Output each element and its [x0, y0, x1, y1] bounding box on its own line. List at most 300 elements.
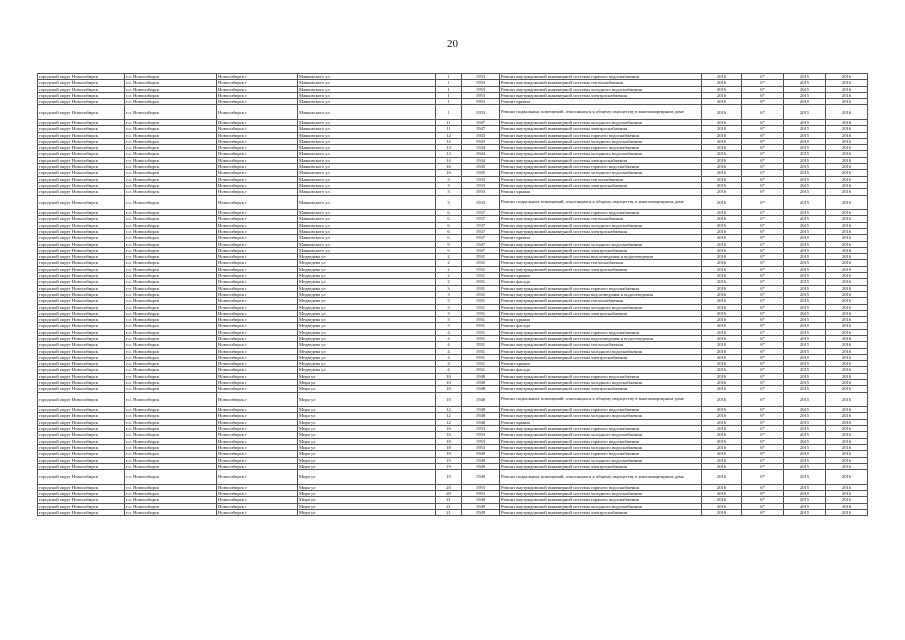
street-cell: Медведева ул: [298, 342, 436, 348]
municipality-cell: г.о. Новосибирск: [125, 407, 217, 413]
end-year-cell: 2016: [826, 457, 868, 463]
end-year-cell: 2016: [826, 285, 868, 291]
start-year-cell: 2015: [784, 463, 826, 469]
end-year-cell: 2016: [826, 470, 868, 485]
street-cell: Мира ул: [298, 380, 436, 386]
end-year-cell: 2016: [826, 273, 868, 279]
district-cell: городской округ Новосибирск: [38, 210, 125, 216]
work-type-cell: Ремонт внутридомовой инженерной системы холодного водоснабжения: [500, 490, 702, 496]
city-cell: Новосибирск г: [217, 86, 298, 92]
street-cell: Маяковского ул: [298, 86, 436, 92]
district-cell: городской округ Новосибирск: [38, 279, 125, 285]
municipality-cell: г.о. Новосибирск: [125, 266, 217, 272]
build-year-cell: 1931: [462, 273, 500, 279]
plan-year-cell: 2016: [702, 386, 742, 392]
municipality-cell: г.о. Новосибирск: [125, 348, 217, 354]
work-type-cell: Ремонт внутридомовой инженерной системы электроснабжения: [500, 310, 702, 316]
term-cell: 6*: [742, 413, 784, 419]
start-year-cell: 2015: [784, 235, 826, 241]
district-cell: городской округ Новосибирск: [38, 497, 125, 503]
build-year-cell: 1948: [462, 392, 500, 407]
work-type-cell: Ремонт внутридомовой инженерной системы горячего водоснабжения: [500, 285, 702, 291]
street-cell: Маяковского ул: [298, 176, 436, 182]
term-cell: 6*: [742, 407, 784, 413]
municipality-cell: г.о. Новосибирск: [125, 298, 217, 304]
plan-year-cell: 2016: [702, 92, 742, 98]
end-year-cell: 2016: [826, 304, 868, 310]
street-cell: Мира ул: [298, 457, 436, 463]
house-number-cell: 12: [436, 132, 462, 138]
street-cell: Мира ул: [298, 386, 436, 392]
term-cell: 6*: [742, 273, 784, 279]
municipality-cell: г.о. Новосибирск: [125, 490, 217, 496]
city-cell: Новосибирск г: [217, 386, 298, 392]
plan-year-cell: 2016: [702, 497, 742, 503]
term-cell: 6*: [742, 247, 784, 253]
municipality-cell: г.о. Новосибирск: [125, 329, 217, 335]
work-type-cell: Ремонт внутридомовой инженерной системы электроснабжения: [500, 266, 702, 272]
end-year-cell: 2016: [826, 119, 868, 125]
city-cell: Новосибирск г: [217, 438, 298, 444]
plan-year-cell: 2016: [702, 241, 742, 247]
district-cell: городской округ Новосибирск: [38, 182, 125, 188]
house-number-cell: 19: [436, 463, 462, 469]
start-year-cell: 2015: [784, 164, 826, 170]
table-row: [38, 392, 868, 407]
work-type-cell: Ремонт внутридомовой инженерной системы горячего водоснабжения: [500, 407, 702, 413]
end-year-cell: 2016: [826, 490, 868, 496]
plan-year-cell: 2016: [702, 132, 742, 138]
term-cell: 6*: [742, 484, 784, 490]
city-cell: Новосибирск г: [217, 457, 298, 463]
plan-year-cell: 2016: [702, 457, 742, 463]
start-year-cell: 2015: [784, 367, 826, 373]
city-cell: Новосибирск г: [217, 490, 298, 496]
build-year-cell: 1931: [462, 342, 500, 348]
district-cell: городской округ Новосибирск: [38, 317, 125, 323]
street-cell: Маяковского ул: [298, 216, 436, 222]
district-cell: городской округ Новосибирск: [38, 354, 125, 360]
term-cell: 6*: [742, 241, 784, 247]
build-year-cell: 1948: [462, 407, 500, 413]
plan-year-cell: 2016: [702, 438, 742, 444]
build-year-cell: 1944: [462, 151, 500, 157]
term-cell: 6*: [742, 367, 784, 373]
street-cell: Мира ул: [298, 490, 436, 496]
build-year-cell: 1931: [462, 354, 500, 360]
term-cell: 6*: [742, 164, 784, 170]
start-year-cell: 2015: [784, 266, 826, 272]
municipality-cell: г.о. Новосибирск: [125, 509, 217, 515]
plan-year-cell: 2016: [702, 119, 742, 125]
city-cell: Новосибирск г: [217, 285, 298, 291]
city-cell: Новосибирск г: [217, 279, 298, 285]
house-number-cell: 4: [436, 361, 462, 367]
build-year-cell: 1953: [462, 438, 500, 444]
district-cell: городской округ Новосибирск: [38, 273, 125, 279]
table-row: [38, 105, 868, 120]
district-cell: городской округ Новосибирск: [38, 151, 125, 157]
work-type-cell: Ремонт внутридомовой инженерной системы электроснабжения: [500, 182, 702, 188]
street-cell: Маяковского ул: [298, 241, 436, 247]
house-number-cell: 3: [436, 291, 462, 297]
term-cell: 6*: [742, 490, 784, 496]
house-number-cell: 2: [436, 254, 462, 260]
plan-year-cell: 2016: [702, 189, 742, 195]
plan-year-cell: 2016: [702, 105, 742, 120]
municipality-cell: г.о. Новосибирск: [125, 373, 217, 379]
end-year-cell: 2016: [826, 329, 868, 335]
house-number-cell: 14: [436, 151, 462, 157]
municipality-cell: г.о. Новосибирск: [125, 260, 217, 266]
term-cell: 6*: [742, 298, 784, 304]
street-cell: Мира ул: [298, 463, 436, 469]
start-year-cell: 2015: [784, 176, 826, 182]
plan-year-cell: 2016: [702, 432, 742, 438]
district-cell: городской округ Новосибирск: [38, 189, 125, 195]
plan-year-cell: 2016: [702, 361, 742, 367]
street-cell: Мира ул: [298, 373, 436, 379]
end-year-cell: 2016: [826, 444, 868, 450]
street-cell: Медведева ул: [298, 323, 436, 329]
repair-schedule-table: [37, 73, 868, 516]
end-year-cell: 2016: [826, 132, 868, 138]
house-number-cell: 21: [436, 509, 462, 515]
end-year-cell: 2016: [826, 380, 868, 386]
district-cell: городской округ Новосибирск: [38, 157, 125, 163]
street-cell: Маяковского ул: [298, 132, 436, 138]
plan-year-cell: 2016: [702, 260, 742, 266]
start-year-cell: 2015: [784, 132, 826, 138]
district-cell: городской округ Новосибирск: [38, 170, 125, 176]
build-year-cell: 1931: [462, 260, 500, 266]
build-year-cell: 1949: [462, 503, 500, 509]
start-year-cell: 2015: [784, 119, 826, 125]
municipality-cell: г.о. Новосибирск: [125, 291, 217, 297]
build-year-cell: 1933: [462, 176, 500, 182]
city-cell: Новосибирск г: [217, 463, 298, 469]
start-year-cell: 2015: [784, 457, 826, 463]
street-cell: Маяковского ул: [298, 164, 436, 170]
municipality-cell: г.о. Новосибирск: [125, 176, 217, 182]
municipality-cell: г.о. Новосибирск: [125, 247, 217, 253]
district-cell: городской округ Новосибирск: [38, 80, 125, 86]
start-year-cell: 2015: [784, 92, 826, 98]
work-type-cell: Ремонт фасада: [500, 279, 702, 285]
start-year-cell: 2015: [784, 105, 826, 120]
house-number-cell: 4: [436, 335, 462, 341]
house-number-cell: 1: [436, 74, 462, 80]
end-year-cell: 2016: [826, 310, 868, 316]
start-year-cell: 2015: [784, 342, 826, 348]
start-year-cell: 2015: [784, 145, 826, 151]
city-cell: Новосибирск г: [217, 189, 298, 195]
term-cell: 6*: [742, 419, 784, 425]
end-year-cell: 2016: [826, 432, 868, 438]
end-year-cell: 2016: [826, 335, 868, 341]
work-type-cell: Ремонт внутридомовой инженерной системы горячего водоснабжения: [500, 145, 702, 151]
house-number-cell: 20: [436, 490, 462, 496]
start-year-cell: 2015: [784, 298, 826, 304]
start-year-cell: 2015: [784, 503, 826, 509]
district-cell: городской округ Новосибирск: [38, 470, 125, 485]
city-cell: Новосибирск г: [217, 451, 298, 457]
term-cell: 6*: [742, 444, 784, 450]
house-number-cell: 11: [436, 126, 462, 132]
start-year-cell: 2015: [784, 509, 826, 515]
end-year-cell: 2016: [826, 373, 868, 379]
plan-year-cell: 2016: [702, 373, 742, 379]
build-year-cell: 1931: [462, 285, 500, 291]
table-row: [38, 470, 868, 485]
build-year-cell: 1937: [462, 235, 500, 241]
build-year-cell: 1931: [462, 317, 500, 323]
municipality-cell: г.о. Новосибирск: [125, 210, 217, 216]
start-year-cell: 2015: [784, 260, 826, 266]
term-cell: 6*: [742, 145, 784, 151]
city-cell: Новосибирск г: [217, 99, 298, 105]
district-cell: городской округ Новосибирск: [38, 484, 125, 490]
start-year-cell: 2015: [784, 354, 826, 360]
street-cell: Маяковского ул: [298, 182, 436, 188]
work-type-cell: Ремонт внутридомовой инженерной системы электроснабжения: [500, 386, 702, 392]
municipality-cell: г.о. Новосибирск: [125, 367, 217, 373]
municipality-cell: г.о. Новосибирск: [125, 235, 217, 241]
municipality-cell: г.о. Новосибирск: [125, 157, 217, 163]
end-year-cell: 2016: [826, 157, 868, 163]
term-cell: 6*: [742, 354, 784, 360]
build-year-cell: 1931: [462, 279, 500, 285]
end-year-cell: 2016: [826, 291, 868, 297]
start-year-cell: 2015: [784, 348, 826, 354]
build-year-cell: 1947: [462, 241, 500, 247]
build-year-cell: 1947: [462, 119, 500, 125]
street-cell: Мира ул: [298, 392, 436, 407]
city-cell: Новосибирск г: [217, 195, 298, 210]
work-type-cell: Ремонт внутридомовой инженерной системы горячего водоснабжения: [500, 484, 702, 490]
end-year-cell: 2016: [826, 354, 868, 360]
end-year-cell: 2016: [826, 497, 868, 503]
municipality-cell: г.о. Новосибирск: [125, 386, 217, 392]
end-year-cell: 2016: [826, 503, 868, 509]
city-cell: Новосибирск г: [217, 176, 298, 182]
house-number-cell: 16: [436, 426, 462, 432]
district-cell: городской округ Новосибирск: [38, 74, 125, 80]
plan-year-cell: 2016: [702, 451, 742, 457]
build-year-cell: 1948: [462, 413, 500, 419]
term-cell: 6*: [742, 470, 784, 485]
street-cell: Маяковского ул: [298, 195, 436, 210]
term-cell: 6*: [742, 329, 784, 335]
house-number-cell: 6: [436, 235, 462, 241]
street-cell: Медведева ул: [298, 266, 436, 272]
build-year-cell: 1933: [462, 195, 500, 210]
end-year-cell: 2016: [826, 189, 868, 195]
street-cell: Медведева ул: [298, 335, 436, 341]
district-cell: городской округ Новосибирск: [38, 266, 125, 272]
city-cell: Новосибирск г: [217, 317, 298, 323]
district-cell: городской округ Новосибирск: [38, 407, 125, 413]
house-number-cell: 16: [436, 164, 462, 170]
plan-year-cell: 2016: [702, 426, 742, 432]
street-cell: Маяковского ул: [298, 145, 436, 151]
work-type-cell: Ремонт внутридомовой инженерной системы горячего водоснабжения: [500, 329, 702, 335]
term-cell: 6*: [742, 348, 784, 354]
term-cell: 6*: [742, 80, 784, 86]
plan-year-cell: 2016: [702, 164, 742, 170]
plan-year-cell: 2016: [702, 247, 742, 253]
house-number-cell: 12: [436, 413, 462, 419]
term-cell: 6*: [742, 126, 784, 132]
term-cell: 6*: [742, 342, 784, 348]
start-year-cell: 2015: [784, 373, 826, 379]
work-type-cell: Ремонт внутридомовой инженерной системы теплоснабжения: [500, 176, 702, 182]
municipality-cell: г.о. Новосибирск: [125, 497, 217, 503]
end-year-cell: 2016: [826, 419, 868, 425]
end-year-cell: 2016: [826, 210, 868, 216]
start-year-cell: 2015: [784, 285, 826, 291]
work-type-cell: Ремонт внутридомовой инженерной системы электроснабжения: [500, 509, 702, 515]
term-cell: 6*: [742, 151, 784, 157]
street-cell: Мира ул: [298, 419, 436, 425]
work-type-cell: Ремонт внутридомовой инженерной системы горячего водоснабжения: [500, 426, 702, 432]
end-year-cell: 2016: [826, 74, 868, 80]
term-cell: 6*: [742, 503, 784, 509]
build-year-cell: 1953: [462, 99, 500, 105]
work-type-cell: Ремонт внутридомовой инженерной системы холодного водоснабжения: [500, 432, 702, 438]
build-year-cell: 1953: [462, 80, 500, 86]
term-cell: 6*: [742, 392, 784, 407]
term-cell: 6*: [742, 86, 784, 92]
district-cell: городской округ Новосибирск: [38, 195, 125, 210]
plan-year-cell: 2016: [702, 157, 742, 163]
build-year-cell: 1953: [462, 444, 500, 450]
municipality-cell: г.о. Новосибирск: [125, 451, 217, 457]
city-cell: Новосибирск г: [217, 151, 298, 157]
district-cell: городской округ Новосибирск: [38, 260, 125, 266]
start-year-cell: 2015: [784, 323, 826, 329]
municipality-cell: г.о. Новосибирск: [125, 335, 217, 341]
house-number-cell: 20: [436, 484, 462, 490]
build-year-cell: 1944: [462, 157, 500, 163]
end-year-cell: 2016: [826, 222, 868, 228]
street-cell: Мира ул: [298, 509, 436, 515]
build-year-cell: 1933: [462, 189, 500, 195]
work-type-cell: Ремонт внутридомовой инженерной системы электроснабжения: [500, 247, 702, 253]
work-type-cell: Ремонт внутридомовой инженерной системы холодного водоснабжения: [500, 170, 702, 176]
street-cell: Маяковского ул: [298, 105, 436, 120]
end-year-cell: 2016: [826, 317, 868, 323]
end-year-cell: 2016: [826, 105, 868, 120]
municipality-cell: г.о. Новосибирск: [125, 228, 217, 234]
plan-year-cell: 2016: [702, 310, 742, 316]
work-type-cell: Ремонт подвальных помещений, относящихся к общему имуществу в многоквартирном доме: [500, 470, 702, 485]
work-type-cell: Ремонт внутридомовой инженерной системы горячего водоснабжения: [500, 451, 702, 457]
plan-year-cell: 2016: [702, 348, 742, 354]
work-type-cell: Ремонт фасада: [500, 367, 702, 373]
start-year-cell: 2015: [784, 291, 826, 297]
city-cell: Новосибирск г: [217, 291, 298, 297]
district-cell: городской округ Новосибирск: [38, 241, 125, 247]
start-year-cell: 2015: [784, 392, 826, 407]
house-number-cell: 4: [436, 354, 462, 360]
house-number-cell: 12: [436, 419, 462, 425]
end-year-cell: 2016: [826, 235, 868, 241]
house-number-cell: 4: [436, 342, 462, 348]
build-year-cell: 1953: [462, 484, 500, 490]
plan-year-cell: 2016: [702, 228, 742, 234]
municipality-cell: г.о. Новосибирск: [125, 138, 217, 144]
house-number-cell: 10: [436, 380, 462, 386]
end-year-cell: 2016: [826, 266, 868, 272]
end-year-cell: 2016: [826, 151, 868, 157]
term-cell: 6*: [742, 74, 784, 80]
work-type-cell: Ремонт внутридомовой инженерной системы холодного водоснабжения: [500, 151, 702, 157]
term-cell: 6*: [742, 228, 784, 234]
start-year-cell: 2015: [784, 151, 826, 157]
end-year-cell: 2016: [826, 298, 868, 304]
work-type-cell: Ремонт внутридомовой инженерной системы водоотведения и водоотведения: [500, 291, 702, 297]
district-cell: городской округ Новосибирск: [38, 432, 125, 438]
end-year-cell: 2016: [826, 254, 868, 260]
work-type-cell: Ремонт внутридомовой инженерной системы холодного водоснабжения: [500, 380, 702, 386]
city-cell: Новосибирск г: [217, 432, 298, 438]
house-number-cell: 19: [436, 470, 462, 485]
street-cell: Медведева ул: [298, 279, 436, 285]
term-cell: 6*: [742, 426, 784, 432]
district-cell: городской округ Новосибирск: [38, 438, 125, 444]
term-cell: 6*: [742, 463, 784, 469]
term-cell: 6*: [742, 176, 784, 182]
municipality-cell: г.о. Новосибирск: [125, 170, 217, 176]
city-cell: Новосибирск г: [217, 335, 298, 341]
start-year-cell: 2015: [784, 138, 826, 144]
street-cell: Мира ул: [298, 426, 436, 432]
start-year-cell: 2015: [784, 407, 826, 413]
start-year-cell: 2015: [784, 380, 826, 386]
build-year-cell: 1931: [462, 266, 500, 272]
city-cell: Новосибирск г: [217, 74, 298, 80]
plan-year-cell: 2016: [702, 367, 742, 373]
term-cell: 6*: [742, 260, 784, 266]
city-cell: Новосибирск г: [217, 419, 298, 425]
end-year-cell: 2016: [826, 386, 868, 392]
work-type-cell: Ремонт подвальных помещений, относящихся к общему имуществу в многоквартирном доме: [500, 105, 702, 120]
plan-year-cell: 2016: [702, 444, 742, 450]
street-cell: Мира ул: [298, 413, 436, 419]
city-cell: Новосибирск г: [217, 235, 298, 241]
street-cell: Маяковского ул: [298, 235, 436, 241]
build-year-cell: 1953: [462, 432, 500, 438]
city-cell: Новосибирск г: [217, 503, 298, 509]
table-body: [38, 74, 868, 516]
street-cell: Маяковского ул: [298, 92, 436, 98]
street-cell: Медведева ул: [298, 348, 436, 354]
municipality-cell: г.о. Новосибирск: [125, 463, 217, 469]
plan-year-cell: 2016: [702, 126, 742, 132]
district-cell: городской округ Новосибирск: [38, 451, 125, 457]
table-row: [38, 509, 868, 515]
work-type-cell: Ремонт крыши: [500, 235, 702, 241]
work-type-cell: Ремонт внутридомовой инженерной системы теплоснабжения: [500, 80, 702, 86]
work-type-cell: Ремонт внутридомовой инженерной системы водоотведения и водоотведения: [500, 254, 702, 260]
plan-year-cell: 2016: [702, 210, 742, 216]
term-cell: 6*: [742, 438, 784, 444]
work-type-cell: Ремонт внутридомовой инженерной системы холодного водоснабжения: [500, 304, 702, 310]
plan-year-cell: 2016: [702, 285, 742, 291]
end-year-cell: 2016: [826, 451, 868, 457]
plan-year-cell: 2016: [702, 329, 742, 335]
